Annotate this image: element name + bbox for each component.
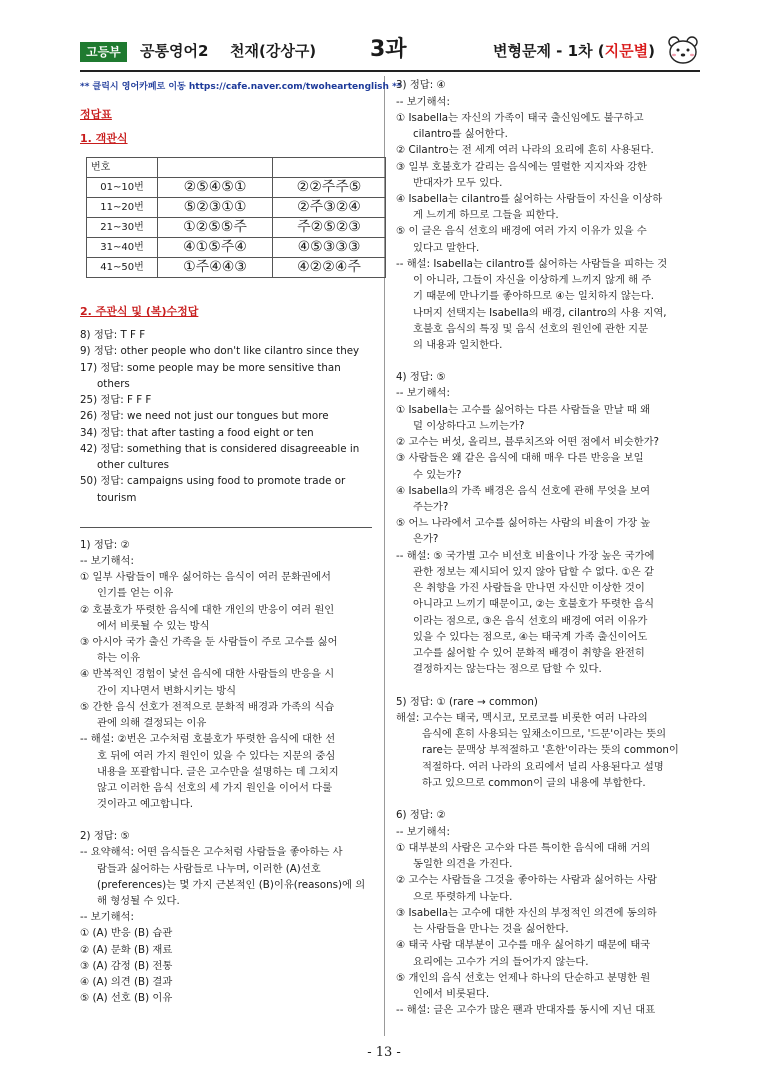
- table-cell: ④①⑤주④: [158, 238, 273, 258]
- text-line: 결정하지는 않는다는 점으로 답할 수 있다.: [413, 663, 602, 675]
- text-line: 호 뒤에 여러 가지 원인이 있을 수 있다는 지문의 중심: [97, 750, 336, 762]
- table-cell: 41~50번: [87, 258, 158, 278]
- table-header-cell: 번호: [87, 158, 158, 178]
- text-line: 내용을 포괄합니다. 글은 고수만을 설명하는 데 그치지: [97, 766, 339, 778]
- grade-badge: 고등부: [80, 42, 127, 62]
- text-line: 17) 정답: some people may be more sensitive than: [80, 362, 341, 374]
- text-line: cilantro를 싫어한다.: [413, 128, 508, 140]
- test-type-suffix: ): [648, 42, 655, 60]
- multiple-choice-heading: 1. 객관식: [80, 132, 128, 145]
- text-line: 5) 정답: ① (rare → common): [396, 696, 538, 708]
- text-line: 25) 정답: F F F: [80, 394, 152, 406]
- text-line: ④ 태국 사람 대부분이 고수를 매우 싫어하기 때문에 태국: [396, 939, 651, 951]
- text-line: ① Isabella는 자신의 가족이 태국 출신임에도 불구하고: [396, 112, 644, 124]
- text-line: 4) 정답: ⑤: [396, 371, 446, 383]
- text-line: ② 호불호가 뚜렷한 음식에 대한 개인의 반응이 여러 원인: [80, 604, 335, 616]
- text-line: ② 고수는 사람들을 그것을 좋아하는 사람과 싫어하는 사람: [396, 874, 657, 886]
- text-line: -- 보기해석:: [396, 387, 450, 399]
- subjective-heading: 2. 주관식 및 (복)수정답: [80, 305, 199, 318]
- text-line: 3) 정답: ④: [396, 79, 446, 91]
- text-line: -- 해설: ⑤ 국가별 고수 비선호 비율이나 가장 높은 국가에: [396, 550, 655, 562]
- text-line: 42) 정답: something that is considered disagreeable in: [80, 443, 360, 455]
- text-line: 의 내용과 일치한다.: [413, 339, 503, 351]
- text-line: 1) 정답: ②: [80, 539, 130, 551]
- text-line: 덜 이상하다고 느끼는가?: [413, 420, 525, 432]
- table-cell: ④②②④주: [273, 258, 386, 278]
- test-type-title: [493, 40, 655, 62]
- text-line: 적절하다. 여러 나라의 요리에서 널리 사용된다고 설명: [422, 761, 664, 773]
- cafe-link[interactable]: ** 클릭시 영어카페로 이동 https://cafe.naver.com/twoheartenglish **: [80, 82, 402, 92]
- text-line: -- 해설: 글은 고수가 많은 팬과 반대자를 동시에 지닌 대표: [396, 1004, 656, 1016]
- table-cell: ④⑤③③③: [273, 238, 386, 258]
- bear-mascot-icon: [666, 34, 700, 66]
- text-line: ① 일부 사람들이 매우 싫어하는 음식이 여러 문화권에서: [80, 571, 331, 583]
- text-line: tourism: [97, 492, 137, 504]
- text-line: 요리에는 고수가 거의 들어가지 않는다.: [413, 956, 589, 968]
- table-header-empty: [273, 158, 386, 178]
- text-line: 는 사람들을 만나는 것을 싫어한다.: [413, 923, 569, 935]
- text-line: -- 보기해석:: [396, 96, 450, 108]
- text-line: ① 대부분의 사람은 고수와 다른 특이한 음식에 대해 거의: [396, 842, 651, 854]
- text-line: ③ 아시아 국가 출신 가족을 둔 사람들이 주로 고수를 싫어: [80, 636, 338, 648]
- table-cell: ②⑤④⑤①: [158, 178, 273, 198]
- text-line: 동일한 의견을 가진다.: [413, 858, 513, 870]
- answer-table-heading: 정답표: [80, 108, 112, 121]
- table-cell: ⑤②③①①: [158, 198, 273, 218]
- test-type-highlight: 지문별: [604, 42, 649, 60]
- table-cell: ②②주주⑤: [273, 178, 386, 198]
- text-line: 은 취향을 가진 사람들을 만나면 자신만 이상한 것이: [413, 582, 645, 594]
- text-line: 있을 수 있다는 점으로, ④는 태국계 가족 출신이어도: [413, 631, 648, 643]
- text-line: ① (A) 반응 (B) 습관: [80, 927, 173, 939]
- text-line: 이 아니라, 그들이 자신을 이상하게 느끼지 않게 해 주: [413, 274, 652, 286]
- text-line: 반대자가 모두 있다.: [413, 177, 503, 189]
- text-line: (preferences)는 몇 가지 근본적인 (B)이유(reasons)에 의: [97, 879, 366, 891]
- text-line: 8) 정답: T F F: [80, 329, 146, 341]
- table-row: [87, 178, 386, 198]
- text-line: ④ (A) 의견 (B) 결과: [80, 976, 173, 988]
- text-line: ③ 일부 호불호가 갈리는 음식에는 열렬한 지지자와 강한: [396, 161, 647, 173]
- page-header: [80, 37, 700, 66]
- section-divider: [80, 527, 372, 528]
- text-line: 34) 정답: that after tasting a food eight or ten: [80, 427, 314, 439]
- table-cell: 01~10번: [87, 178, 158, 198]
- text-line: ③ 사람들은 왜 같은 음식에 대해 매우 다른 반응을 보일: [396, 452, 644, 464]
- text-line: 람들과 싫어하는 사람들로 나누며, 이러한 (A)선호: [97, 863, 321, 875]
- text-line: 관한 정보는 제시되어 있지 않아 답할 수 없다. ①은 같: [413, 566, 654, 578]
- text-line: ② 고수는 버섯, 올리브, 블루치즈와 어떤 점에서 비슷한가?: [396, 436, 659, 448]
- text-line: ⑤ (A) 선호 (B) 이유: [80, 992, 173, 1004]
- text-line: other cultures: [97, 459, 170, 471]
- text-line: 있다고 말한다.: [413, 242, 480, 254]
- publisher-title: 천재(강상구): [230, 42, 317, 60]
- text-line: 하고 있으므로 common이 글의 내용에 부합한다.: [422, 777, 646, 789]
- table-cell: 21~30번: [87, 218, 158, 238]
- text-line: -- 보기해석:: [80, 911, 134, 923]
- text-line: ⑤ 개인의 음식 선호는 언제나 하나의 단순하고 분명한 원: [396, 972, 651, 984]
- table-row: [87, 198, 386, 218]
- page-number: - 13 -: [367, 1045, 401, 1060]
- text-line: -- 요약해석: 어떤 음식들은 고수처럼 사람들을 좋아하는 사: [80, 846, 343, 858]
- table-cell: ①주④④③: [158, 258, 273, 278]
- text-line: ④ Isabella는 cilantro를 싫어하는 사람들이 자신을 이상하: [396, 193, 663, 205]
- table-row: [87, 218, 386, 238]
- table-header-row: [87, 158, 386, 178]
- table-cell: ①②⑤⑤주: [158, 218, 273, 238]
- text-line: ⑤ 간한 음식 선호가 전적으로 문화적 배경과 가족의 식습: [80, 701, 335, 713]
- table-row: [87, 238, 386, 258]
- answer-table: [86, 157, 386, 278]
- text-line: ③ (A) 감정 (B) 전통: [80, 960, 173, 972]
- text-line: 기 때문에 만나기를 좋아하므로 ④는 일치하지 않는다.: [413, 290, 655, 302]
- text-line: 인에서 비롯된다.: [413, 988, 490, 1000]
- text-line: ② Cilantro는 전 세계 여러 나라의 요리에 흔히 사용된다.: [396, 144, 654, 156]
- text-line: 9) 정답: other people who don't like cilantro since they: [80, 345, 360, 357]
- text-line: -- 보기해석:: [80, 555, 134, 567]
- text-line: 않고 이러한 음식 선호의 세 가지 원인을 이어서 다룰: [97, 782, 333, 794]
- text-line: 해설: 고수는 태국, 멕시코, 모로코를 비롯한 여러 나라의: [396, 712, 648, 724]
- table-cell: 주②⑤②③: [273, 218, 386, 238]
- test-type-prefix: 변형문제 - 1차 (: [493, 42, 605, 60]
- text-line: 에서 비롯될 수 있는 방식: [97, 620, 210, 632]
- text-line: -- 보기해석:: [396, 826, 450, 838]
- text-line: 6) 정답: ②: [396, 809, 446, 821]
- text-line: 50) 정답: campaigns using food to promote trade or: [80, 475, 346, 487]
- table-cell: 11~20번: [87, 198, 158, 218]
- text-line: 고수를 싫어할 수 있어 문화적 배경이 취향을 완전히: [413, 647, 645, 659]
- text-line: 나머지 선택지는 Isabella의 배경, cilantro의 사용 지역,: [413, 307, 667, 319]
- text-line: ② (A) 문화 (B) 재료: [80, 944, 173, 956]
- text-line: 이라는 점으로, ③은 음식 선호의 배경에 여러 이유가: [413, 615, 648, 627]
- text-line: 게 느끼게 하므로 그들을 피한다.: [413, 209, 559, 221]
- text-line: others: [97, 378, 130, 390]
- text-line: 주는가?: [413, 501, 449, 513]
- text-line: ① Isabella는 고수를 싫어하는 다른 사람들을 만날 때 왜: [396, 404, 651, 416]
- text-line: 것이라고 예고합니다.: [97, 798, 194, 810]
- text-line: 인기를 얻는 이유: [97, 587, 174, 599]
- text-line: ④ 반복적인 경험이 낯선 음식에 대한 사람들의 반응을 시: [80, 668, 335, 680]
- text-line: ⑤ 어느 나라에서 고수를 싫어하는 사람의 비율이 가장 높: [396, 517, 651, 529]
- subject-title: 공통영어2: [140, 42, 209, 60]
- text-line: ③ Isabella는 고수에 대한 자신의 부정적인 의견에 동의하: [396, 907, 657, 919]
- header-divider: [80, 70, 700, 72]
- text-line: ④ Isabella의 가족 배경은 음식 선호에 관해 무엇을 보여: [396, 485, 651, 497]
- text-line: 해 형성될 수 있다.: [97, 895, 180, 907]
- text-line: 음식에 흔히 사용되는 잎채소이므로, '드문'이라는 뜻의: [422, 728, 667, 740]
- text-line: 간이 지나면서 변화시키는 방식: [97, 685, 237, 697]
- text-line: 은가?: [413, 533, 439, 545]
- text-line: rare는 문맥상 부적절하고 '흔한'이라는 뜻의 common이: [422, 744, 679, 756]
- text-line: 관에 의해 결정되는 이유: [97, 717, 207, 729]
- text-line: 호불호 음식의 특징 및 음식 선호의 원인에 관한 지문: [413, 323, 649, 335]
- text-line: 수 있는가?: [413, 469, 462, 481]
- text-line: -- 해설: ②번은 고수처럼 호불호가 뚜렷한 음식에 대한 선: [80, 733, 336, 745]
- text-line: 2) 정답: ⑤: [80, 830, 130, 842]
- lesson-title: 3과: [370, 37, 407, 62]
- text-line: 하는 이유: [97, 652, 141, 664]
- text-line: -- 해설: Isabella는 cilantro를 싫어하는 사람들을 피하는 것: [396, 258, 668, 270]
- table-cell: ②주③②④: [273, 198, 386, 218]
- text-line: ⑤ 이 글은 음식 선호의 배경에 여러 가지 이유가 있을 수: [396, 225, 647, 237]
- text-line: 으로 뚜렷하게 나눈다.: [413, 891, 513, 903]
- table-row: [87, 258, 386, 278]
- text-line: 26) 정답: we need not just our tongues but more: [80, 410, 329, 422]
- table-cell: 31~40번: [87, 238, 158, 258]
- text-line: 아니라고 느끼기 때문이고, ②는 호불호가 뚜렷한 음식: [413, 598, 655, 610]
- table-header-empty: [158, 158, 273, 178]
